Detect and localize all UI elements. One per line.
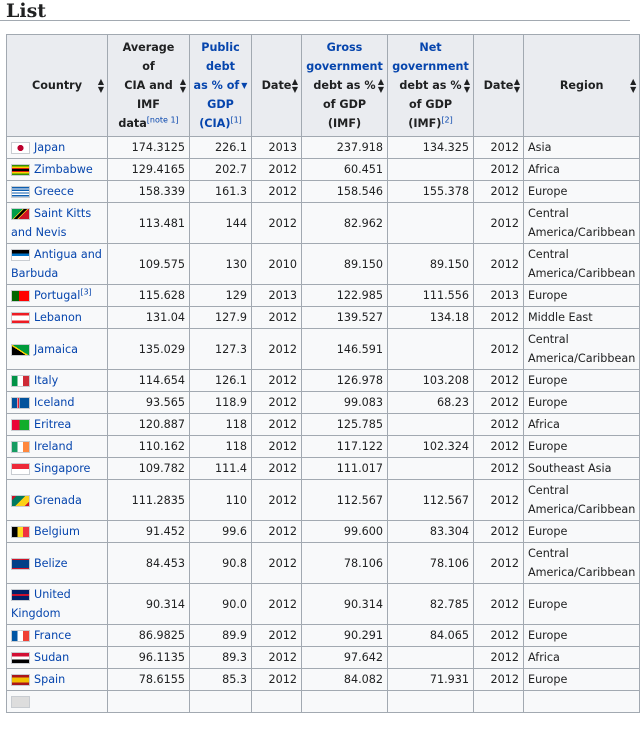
country-cell [7, 458, 108, 480]
gross-debt-cell: 82.962 [302, 203, 388, 244]
net-debt-cell: 134.18 [388, 307, 474, 329]
note-link[interactable]: [3] [80, 287, 92, 297]
table-row [7, 691, 640, 713]
net-debt-cell: 134.325 [388, 137, 474, 159]
public-debt-cell: 118.9 [190, 392, 252, 414]
date-cell: 2012 [252, 414, 302, 436]
region-cell: Central America/Caribbean [524, 543, 640, 584]
gross-debt-cell: 139.527 [302, 307, 388, 329]
gross-debt-cell: 78.106 [302, 543, 388, 584]
region-cell: Asia [524, 137, 640, 159]
flag-icon [11, 142, 30, 154]
date-cell: 2012 [474, 669, 524, 691]
country-cell [7, 329, 108, 370]
gross-debt-cell: 90.291 [302, 625, 388, 647]
region-cell: Europe [524, 370, 640, 392]
public-debt-cell: 127.3 [190, 329, 252, 370]
header-gross-label: Gross government debt as % of GDP (IMF) [306, 41, 383, 130]
table-row [7, 137, 640, 159]
section-heading: List [0, 0, 630, 21]
date-cell: 2012 [252, 436, 302, 458]
region-cell: Europe [524, 669, 640, 691]
date-cell: 2012 [474, 436, 524, 458]
country-link[interactable]: Saint Kitts [34, 207, 92, 220]
date-cell [474, 691, 524, 713]
country-cell [7, 543, 108, 584]
table-row [7, 307, 640, 329]
date-cell: 2012 [252, 543, 302, 584]
net-debt-cell: 71.931 [388, 669, 474, 691]
country-link[interactable]: Singapore [34, 462, 91, 475]
public-debt-cell: 127.9 [190, 307, 252, 329]
flag-icon [11, 526, 30, 538]
country-link[interactable]: Jamaica [34, 342, 79, 356]
region-cell: Southeast Asia [524, 458, 640, 480]
country-cell [7, 669, 108, 691]
header-net-debt[interactable] [388, 35, 474, 137]
net-debt-cell: 111.556 [388, 285, 474, 307]
date-cell: 2012 [474, 521, 524, 543]
public-debt-cell: 226.1 [190, 137, 252, 159]
flag-icon [11, 589, 30, 601]
header-public-debt-label[interactable]: Public debt as % of ▼ GDP (CIA)[1] [193, 40, 248, 131]
table-row [7, 203, 640, 244]
date-cell: 2012 [252, 521, 302, 543]
country-link[interactable]: United [34, 588, 71, 601]
country-link[interactable]: Portugal [34, 289, 81, 302]
average-cell: 110.162 [108, 436, 190, 458]
gross-debt-cell: 99.600 [302, 521, 388, 543]
date-cell: 2012 [252, 370, 302, 392]
sort-icon[interactable]: ▲ ▼ [463, 76, 470, 94]
date-cell: 2012 [252, 307, 302, 329]
date-cell: 2010 [252, 244, 302, 285]
table-row [7, 329, 640, 370]
gross-debt-cell: 111.017 [302, 458, 388, 480]
public-debt-cell: 110 [190, 480, 252, 521]
sort-icon[interactable]: ▲ ▼ [97, 76, 104, 94]
country-cell [7, 480, 108, 521]
gross-debt-cell: 89.150 [302, 244, 388, 285]
gross-debt-cell: 125.785 [302, 414, 388, 436]
average-cell: 129.4165 [108, 159, 190, 181]
table-row [7, 159, 640, 181]
header-average[interactable] [108, 35, 190, 137]
flag-icon [11, 397, 30, 409]
public-debt-cell: 99.6 [190, 521, 252, 543]
country-cell [7, 285, 108, 307]
flag-icon [11, 419, 30, 431]
date-cell: 2012 [474, 181, 524, 203]
region-cell: Central America/Caribbean [524, 244, 640, 285]
gross-debt-cell: 237.918 [302, 137, 388, 159]
table-row [7, 480, 640, 521]
country-link[interactable]: France [34, 629, 72, 642]
date-cell: 2012 [252, 181, 302, 203]
header-region[interactable]: Region ▲ ▼ [524, 35, 640, 137]
country-link[interactable]: Grenada [34, 493, 82, 507]
country-link[interactable]: Kingdom [11, 607, 61, 620]
table-row [7, 285, 640, 307]
header-net-label: Net government debt as % of GDP (IMF)[2] [392, 41, 469, 130]
average-cell: 78.6155 [108, 669, 190, 691]
average-cell: 91.452 [108, 521, 190, 543]
region-cell: Europe [524, 521, 640, 543]
region-cell: Europe [524, 625, 640, 647]
net-debt-cell: 82.785 [388, 584, 474, 625]
region-cell: Central America/Caribbean [524, 480, 640, 521]
average-cell: 131.04 [108, 307, 190, 329]
net-debt-cell [388, 203, 474, 244]
date-cell: 2012 [252, 392, 302, 414]
date-cell: 2012 [474, 329, 524, 370]
date-cell: 2012 [252, 159, 302, 181]
average-cell: 111.2835 [108, 480, 190, 521]
public-debt-cell: 90.0 [190, 584, 252, 625]
average-cell: 120.887 [108, 414, 190, 436]
country-link[interactable]: Antigua and [34, 248, 102, 261]
date-cell: 2012 [474, 392, 524, 414]
public-debt-cell: 144 [190, 203, 252, 244]
net-debt-cell [388, 458, 474, 480]
date-cell: 2012 [252, 203, 302, 244]
date-cell: 2012 [474, 480, 524, 521]
note-link[interactable]: [1] [230, 115, 242, 125]
flag-icon [11, 674, 30, 686]
date-cell [252, 691, 302, 713]
country-link[interactable]: Barbuda [11, 267, 59, 280]
date-cell: 2012 [252, 584, 302, 625]
average-cell: 113.481 [108, 203, 190, 244]
country-cell [7, 691, 108, 713]
country-link[interactable]: Zimbabwe [34, 163, 93, 176]
table-body [7, 137, 640, 713]
average-cell: 90.314 [108, 584, 190, 625]
flag-icon [11, 652, 30, 664]
net-debt-cell: 83.304 [388, 521, 474, 543]
date-cell: 2012 [252, 458, 302, 480]
country-link[interactable]: Sudan [34, 651, 70, 664]
flag-icon [11, 164, 30, 176]
public-debt-cell: 85.3 [190, 669, 252, 691]
date-cell: 2012 [474, 244, 524, 285]
flag-icon [11, 290, 30, 302]
flag-icon [11, 249, 30, 261]
date-cell: 2013 [252, 285, 302, 307]
region-cell: Europe [524, 285, 640, 307]
date-cell: 2012 [474, 307, 524, 329]
sort-icon[interactable]: ▲ ▼ [291, 76, 298, 94]
net-debt-cell: 155.378 [388, 181, 474, 203]
gross-debt-cell: 126.978 [302, 370, 388, 392]
net-debt-cell [388, 159, 474, 181]
country-link[interactable]: Iceland [34, 396, 75, 409]
average-cell: 135.029 [108, 329, 190, 370]
country-cell [7, 584, 108, 625]
country-cell [7, 159, 108, 181]
table-wrapper [6, 34, 640, 713]
date-cell: 2012 [474, 584, 524, 625]
flag-icon [11, 344, 30, 356]
table-row [7, 244, 640, 285]
net-debt-cell: 84.065 [388, 625, 474, 647]
country-cell [7, 625, 108, 647]
public-debt-cell: 126.1 [190, 370, 252, 392]
date-cell: 2012 [474, 543, 524, 584]
region-cell: Europe [524, 584, 640, 625]
table-row [7, 625, 640, 647]
flag-icon [11, 186, 30, 198]
gross-debt-cell: 97.642 [302, 647, 388, 669]
gross-debt-cell: 60.451 [302, 159, 388, 181]
sort-icon[interactable]: ▲ ▼ [179, 76, 186, 94]
flag-icon [11, 463, 30, 475]
net-debt-cell [388, 414, 474, 436]
country-cell [7, 181, 108, 203]
region-cell: Africa [524, 414, 640, 436]
country-cell [7, 414, 108, 436]
region-cell: Europe [524, 436, 640, 458]
sort-icon[interactable]: ▲ ▼ [630, 76, 637, 94]
date-cell: 2013 [474, 285, 524, 307]
header-gross-debt[interactable] [302, 35, 388, 137]
table-row [7, 414, 640, 436]
country-cell [7, 244, 108, 285]
sort-icon[interactable]: ▲ ▼ [513, 76, 520, 94]
region-cell: Africa [524, 647, 640, 669]
gross-debt-cell: 158.546 [302, 181, 388, 203]
table-row [7, 181, 640, 203]
region-cell: Europe [524, 181, 640, 203]
header-average-label: Average of CIA and IMF data[note 1] [118, 41, 179, 130]
header-country[interactable]: Country ▲ ▼ [7, 35, 108, 137]
table-row [7, 647, 640, 669]
note-link[interactable]: [2] [441, 115, 453, 125]
date-cell: 2012 [474, 458, 524, 480]
country-cell [7, 436, 108, 458]
average-cell: 158.339 [108, 181, 190, 203]
date-cell: 2012 [252, 480, 302, 521]
date-cell: 2012 [474, 137, 524, 159]
average-cell: 115.628 [108, 285, 190, 307]
gross-debt-cell: 90.314 [302, 584, 388, 625]
flag-icon [11, 558, 30, 570]
average-cell [108, 691, 190, 713]
region-cell: Central America/Caribbean [524, 203, 640, 244]
country-cell [7, 392, 108, 414]
country-link[interactable]: Japan [34, 141, 66, 154]
country-link[interactable]: Spain [34, 673, 66, 686]
country-link[interactable]: Belgium [34, 525, 80, 538]
gross-debt-cell: 84.082 [302, 669, 388, 691]
average-cell: 114.654 [108, 370, 190, 392]
net-debt-cell: 89.150 [388, 244, 474, 285]
country-cell [7, 137, 108, 159]
table-row [7, 584, 640, 625]
public-debt-cell [190, 691, 252, 713]
header-date[interactable]: Date ▲ ▼ [252, 35, 302, 137]
public-debt-cell: 89.3 [190, 647, 252, 669]
net-debt-cell: 78.106 [388, 543, 474, 584]
header-public-debt[interactable] [190, 35, 252, 137]
table-row [7, 521, 640, 543]
public-debt-cell: 161.3 [190, 181, 252, 203]
public-debt-cell: 130 [190, 244, 252, 285]
net-debt-cell: 112.567 [388, 480, 474, 521]
flag-icon [11, 495, 30, 507]
region-cell [524, 691, 640, 713]
date-cell: 2012 [252, 647, 302, 669]
country-cell [7, 203, 108, 244]
gross-debt-cell: 99.083 [302, 392, 388, 414]
flag-icon [11, 208, 30, 220]
public-debt-cell: 129 [190, 285, 252, 307]
flag-icon [11, 441, 30, 453]
gross-debt-cell: 117.122 [302, 436, 388, 458]
public-debt-cell: 202.7 [190, 159, 252, 181]
country-link[interactable]: Lebanon [34, 311, 82, 324]
date-cell: 2012 [474, 370, 524, 392]
date-cell: 2012 [474, 203, 524, 244]
flag-icon [11, 630, 30, 642]
note-link[interactable]: [note 1] [146, 115, 179, 125]
date-cell: 2012 [474, 625, 524, 647]
country-link[interactable]: Belize [34, 556, 68, 570]
net-debt-cell [388, 691, 474, 713]
country-cell [7, 647, 108, 669]
gross-debt-cell: 122.985 [302, 285, 388, 307]
country-cell [7, 307, 108, 329]
country-link[interactable]: Italy [34, 374, 59, 387]
net-debt-cell: 103.208 [388, 370, 474, 392]
average-cell: 174.3125 [108, 137, 190, 159]
average-cell: 96.1135 [108, 647, 190, 669]
sort-desc-icon[interactable]: ▼ [241, 81, 248, 91]
table-row [7, 669, 640, 691]
country-link[interactable]: Eritrea [34, 418, 72, 431]
average-cell: 86.9825 [108, 625, 190, 647]
debt-table [6, 34, 640, 713]
flag-icon [11, 375, 30, 387]
public-debt-cell: 111.4 [190, 458, 252, 480]
date-cell: 2012 [252, 625, 302, 647]
table-row [7, 370, 640, 392]
net-debt-cell: 102.324 [388, 436, 474, 458]
net-debt-cell [388, 647, 474, 669]
flag-icon [11, 696, 30, 708]
region-cell: Middle East [524, 307, 640, 329]
date-cell: 2012 [474, 414, 524, 436]
sort-icon[interactable]: ▲ ▼ [377, 76, 384, 94]
header-date[interactable]: Date ▲ ▼ [474, 35, 524, 137]
country-link[interactable]: Ireland [34, 440, 73, 453]
gross-debt-cell: 112.567 [302, 480, 388, 521]
date-cell: 2013 [252, 137, 302, 159]
country-link[interactable]: and Nevis [11, 226, 67, 239]
average-cell: 84.453 [108, 543, 190, 584]
date-cell: 2012 [474, 159, 524, 181]
table-row [7, 543, 640, 584]
gross-debt-cell: 146.591 [302, 329, 388, 370]
region-cell: Africa [524, 159, 640, 181]
average-cell: 93.565 [108, 392, 190, 414]
net-debt-cell: 68.23 [388, 392, 474, 414]
public-debt-cell: 89.9 [190, 625, 252, 647]
date-cell: 2012 [252, 669, 302, 691]
table-row [7, 458, 640, 480]
average-cell: 109.575 [108, 244, 190, 285]
country-cell [7, 370, 108, 392]
country-link[interactable]: Greece [34, 185, 74, 198]
public-debt-cell: 118 [190, 414, 252, 436]
region-cell: Central America/Caribbean [524, 329, 640, 370]
region-cell: Europe [524, 392, 640, 414]
average-cell: 109.782 [108, 458, 190, 480]
gross-debt-cell [302, 691, 388, 713]
table-row [7, 436, 640, 458]
public-debt-cell: 118 [190, 436, 252, 458]
table-row [7, 392, 640, 414]
public-debt-cell: 90.8 [190, 543, 252, 584]
flag-icon [11, 312, 30, 324]
date-cell: 2012 [252, 329, 302, 370]
date-cell: 2012 [474, 647, 524, 669]
net-debt-cell [388, 329, 474, 370]
country-cell [7, 521, 108, 543]
